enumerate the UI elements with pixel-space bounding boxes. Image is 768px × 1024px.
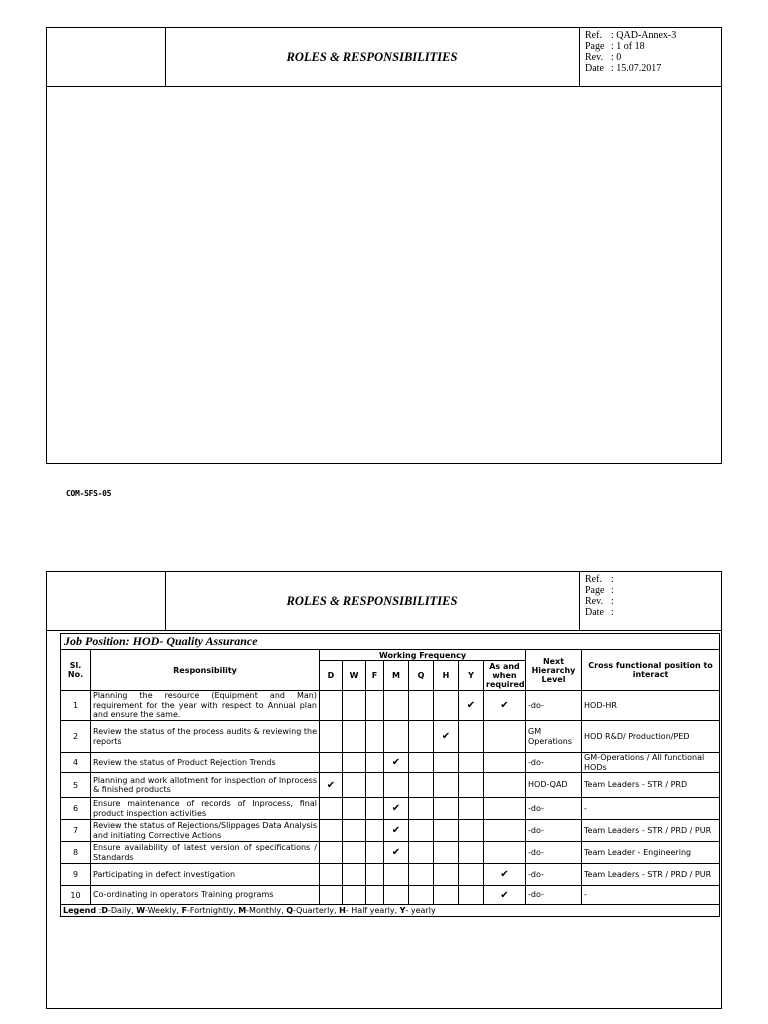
next-level-cell: -do- [526, 864, 582, 886]
table-row [61, 820, 720, 842]
freq-col-4: Q [409, 661, 434, 691]
responsibility-cell: Ensure maintenance of records of Inprocess, final product inspection activities [91, 798, 320, 820]
freq-cell [434, 842, 459, 864]
table-row [61, 691, 720, 721]
responsibility-cell: Participating in defect investigation [91, 864, 320, 886]
freq-cell [343, 753, 366, 773]
freq-cell [320, 798, 343, 820]
freq-cell [409, 691, 434, 721]
freq-cell [409, 721, 434, 753]
freq-cell [484, 721, 526, 753]
cross-functional-cell: HOD-HR [582, 691, 720, 721]
next-level-cell: -do- [526, 753, 582, 773]
freq-cell [484, 798, 526, 820]
col-working-frequency: Working Frequency [320, 650, 526, 661]
freq-cell [366, 691, 384, 721]
cross-functional-cell: Team Leaders - STR / PRD / PUR [582, 864, 720, 886]
freq-col-3: M [384, 661, 409, 691]
freq-col-2: F [366, 661, 384, 691]
freq-cell [459, 773, 484, 798]
check-icon: ✔ [320, 773, 343, 798]
legend-label: Legend [63, 906, 97, 915]
freq-cell [459, 886, 484, 905]
freq-cell [343, 820, 366, 842]
cross-functional-cell: Team Leaders - STR / PRD [582, 773, 720, 798]
legend-text: -Quarterly, [293, 906, 340, 915]
check-icon: ✔ [384, 753, 409, 773]
check-icon: ✔ [384, 820, 409, 842]
freq-cell [384, 886, 409, 905]
freq-cell [366, 842, 384, 864]
job-position: Job Position: HOD- Quality Assurance [61, 634, 720, 650]
freq-cell [343, 864, 366, 886]
sheet-1-header [47, 28, 721, 87]
freq-cell [409, 753, 434, 773]
next-level-cell: -do- [526, 798, 582, 820]
freq-cell [459, 842, 484, 864]
next-level-cell: HOD-QAD [526, 773, 582, 798]
table-row [61, 886, 720, 905]
meta-date: Date : 15.07.2017 [585, 63, 662, 74]
col-next-level: Next Hierarchy Level [526, 650, 582, 691]
meta-rev: Rev. : 0 [585, 52, 622, 63]
freq-col-5: H [434, 661, 459, 691]
freq-cell [384, 691, 409, 721]
legend-text: -Weekly, [145, 906, 182, 915]
freq-cell [366, 721, 384, 753]
check-icon: ✔ [459, 691, 484, 721]
freq-cell [459, 721, 484, 753]
next-level-cell: GM Operations [526, 721, 582, 753]
cross-functional-cell: - [582, 798, 720, 820]
meta-ref: Ref. : QAD-Annex-3 [585, 30, 677, 41]
responsibility-cell: Review the status of Product Rejection Trends [91, 753, 320, 773]
freq-col-7: As and when required [484, 661, 526, 691]
cross-functional-cell: Team Leaders - STR / PRD / PUR [582, 820, 720, 842]
freq-cell [366, 773, 384, 798]
table-row [61, 798, 720, 820]
responsibility-cell: Ensure availability of latest version of specifications / Standards [91, 842, 320, 864]
sl-no-cell: 10 [61, 886, 91, 905]
freq-cell [484, 820, 526, 842]
table-row [61, 773, 720, 798]
sheet-1-title: ROLES & RESPONSIBILITIES [165, 28, 580, 86]
meta-page: Page : [585, 585, 614, 596]
table-row [61, 753, 720, 773]
cross-functional-cell: GM-Operations / All functional HODs [582, 753, 720, 773]
legend-text: -Fortnightly, [187, 906, 239, 915]
freq-cell [320, 820, 343, 842]
freq-col-1: W [343, 661, 366, 691]
meta-rev: Rev. : [585, 596, 614, 607]
freq-cell [409, 864, 434, 886]
next-level-cell: -do- [526, 820, 582, 842]
freq-cell [343, 691, 366, 721]
col-sl-no: Sl. No. [61, 650, 91, 691]
responsibility-cell: Planning the resource (Equipment and Man) requirement for the year with respect to Annual plan and ensure the same. [91, 691, 320, 721]
legend-text: -Daily, [108, 906, 137, 915]
freq-col-6: Y [459, 661, 484, 691]
sheet-1-meta [585, 30, 676, 74]
legend-code: W [136, 906, 146, 915]
freq-cell [434, 820, 459, 842]
sl-no-cell: 2 [61, 721, 91, 753]
freq-cell [320, 886, 343, 905]
freq-cell [434, 773, 459, 798]
sl-no-cell: 8 [61, 842, 91, 864]
sheet-2-header [47, 572, 721, 631]
freq-cell [320, 721, 343, 753]
cross-functional-cell: Team Leader - Engineering [582, 842, 720, 864]
logo-cell [47, 28, 166, 86]
freq-cell [320, 864, 343, 886]
sl-no-cell: 9 [61, 864, 91, 886]
freq-cell [384, 721, 409, 753]
freq-cell [343, 798, 366, 820]
freq-cell [434, 886, 459, 905]
freq-cell [409, 886, 434, 905]
freq-cell [384, 773, 409, 798]
freq-cell [366, 820, 384, 842]
responsibility-cell: Co-ordinating in operators Training programs [91, 886, 320, 905]
freq-cell [434, 864, 459, 886]
check-icon: ✔ [384, 842, 409, 864]
sl-no-cell: 1 [61, 691, 91, 721]
freq-cell [366, 886, 384, 905]
freq-cell [409, 773, 434, 798]
legend-code: H [339, 906, 346, 915]
sheet-2-meta [585, 574, 614, 618]
freq-cell [343, 842, 366, 864]
legend-code: F [181, 906, 188, 915]
roles-table [60, 633, 720, 917]
freq-cell [320, 691, 343, 721]
logo-cell [47, 572, 166, 630]
legend-text: - yearly [405, 906, 436, 915]
freq-cell [384, 864, 409, 886]
col-responsibility: Responsibility [91, 650, 320, 691]
freq-cell [434, 753, 459, 773]
freq-cell [484, 773, 526, 798]
freq-cell [366, 753, 384, 773]
meta-ref: Ref. : [585, 574, 614, 585]
sl-no-cell: 7 [61, 820, 91, 842]
freq-cell [459, 864, 484, 886]
freq-cell [459, 753, 484, 773]
freq-cell [484, 842, 526, 864]
check-icon: ✔ [484, 691, 526, 721]
freq-cell [484, 753, 526, 773]
next-level-cell: -do- [526, 886, 582, 905]
freq-cell [434, 798, 459, 820]
freq-cell [366, 864, 384, 886]
freq-cell [459, 798, 484, 820]
responsibility-cell: Review the status of the process audits & reviewing the reports [91, 721, 320, 753]
freq-cell [320, 753, 343, 773]
sl-no-cell: 5 [61, 773, 91, 798]
next-level-cell: -do- [526, 842, 582, 864]
check-icon: ✔ [434, 721, 459, 753]
table-row [61, 864, 720, 886]
freq-col-0: D [320, 661, 343, 691]
check-icon: ✔ [484, 886, 526, 905]
freq-cell [343, 886, 366, 905]
form-code: COM-SFS-05 [66, 489, 112, 498]
meta-date: Date : [585, 607, 614, 618]
check-icon: ✔ [384, 798, 409, 820]
col-cross-functional: Cross functional position to interact [582, 650, 720, 691]
sheet-2 [46, 571, 722, 1009]
freq-cell [409, 798, 434, 820]
legend-text: - Half yearly, [345, 906, 400, 915]
table-row [61, 721, 720, 753]
freq-cell [459, 820, 484, 842]
legend-code: M [238, 906, 247, 915]
responsibility-cell: Planning and work allotment for inspection of Inprocess & finished products [91, 773, 320, 798]
legend-code: Y [399, 906, 406, 915]
next-level-cell: -do- [526, 691, 582, 721]
legend-code: Q [286, 906, 293, 915]
freq-cell [409, 820, 434, 842]
sl-no-cell: 4 [61, 753, 91, 773]
legend: Legend :D-Daily, W-Weekly, F-Fortnightly, M-Monthly, Q-Quarterly, H- Half yearly, Y- yearly [61, 905, 720, 917]
sl-no-cell: 6 [61, 798, 91, 820]
meta-page: Page : 1 of 18 [585, 41, 645, 52]
check-icon: ✔ [484, 864, 526, 886]
sheet-1 [46, 27, 722, 464]
legend-text: -Monthly, [246, 906, 287, 915]
freq-cell [343, 773, 366, 798]
table-row [61, 842, 720, 864]
freq-cell [343, 721, 366, 753]
sheet-2-title: ROLES & RESPONSIBILITIES [165, 572, 580, 630]
legend-code: D [101, 906, 108, 915]
freq-cell [366, 798, 384, 820]
freq-cell [409, 842, 434, 864]
responsibility-cell: Review the status of Rejections/Slippages Data Analysis and initiating Corrective Actions [91, 820, 320, 842]
cross-functional-cell: - [582, 886, 720, 905]
cross-functional-cell: HOD R&D/ Production/PED [582, 721, 720, 753]
freq-cell [320, 842, 343, 864]
freq-cell [434, 691, 459, 721]
